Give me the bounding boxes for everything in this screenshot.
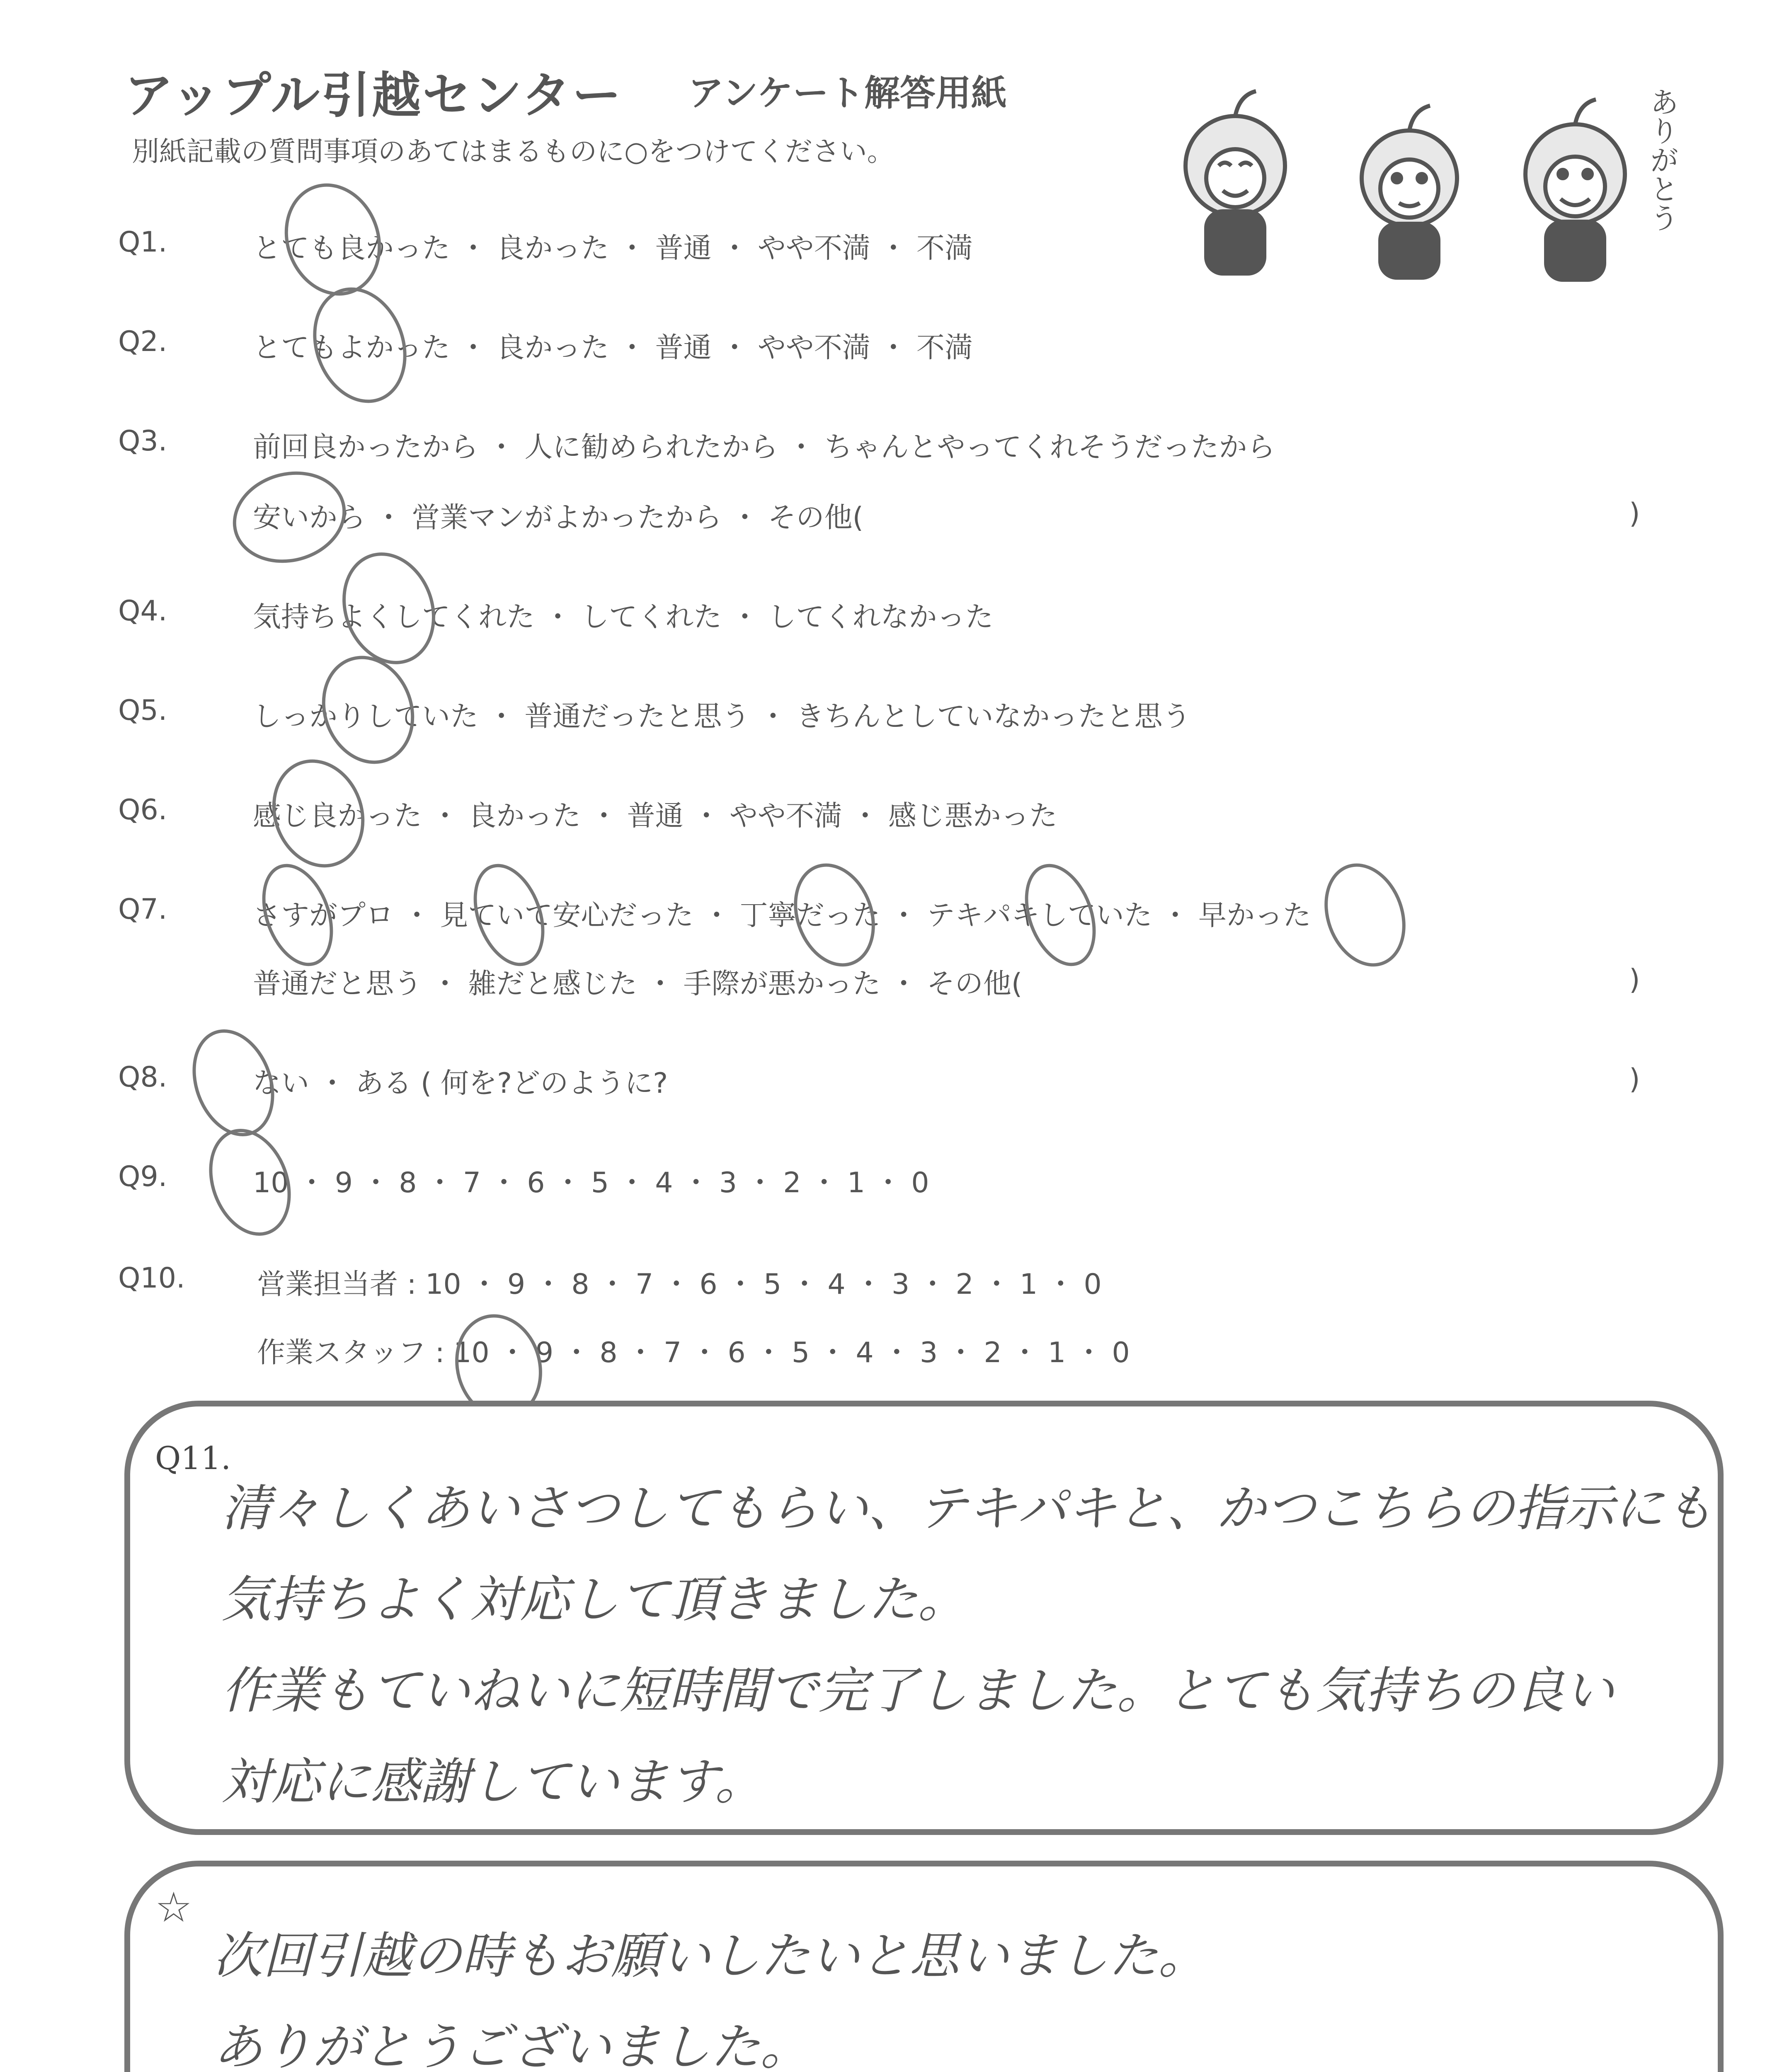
q1-options: とても良かった ・ 良かった ・ 普通 ・ やや不満 ・ 不満	[253, 232, 973, 265]
q1-number: Q1.	[118, 226, 167, 259]
answer-circle-q9	[195, 1117, 305, 1247]
q4-options: 気持ちよくしてくれた ・ してくれた ・ してくれなかった	[253, 601, 994, 634]
instruction-text: 別紙記載の質問事項のあてはまるものに○をつけてください。	[132, 136, 895, 167]
answer-circle-q5	[307, 643, 429, 777]
q3-options-line2: 安いから ・ 営業マンがよかったから ・ その他(	[253, 501, 863, 534]
q7-number: Q7.	[118, 893, 167, 926]
q8-options: ない ・ ある ( 何を?どのように?	[253, 1067, 668, 1100]
q7-close-paren: )	[1629, 963, 1640, 996]
q10-sales-scale: 営業担当者 : 10 ・ 9 ・ 8 ・ 7 ・ 6 ・ 5 ・ 4 ・ 3 ・ 2 ・ 1 ・ 0	[257, 1268, 1102, 1301]
q3-options-line1: 前回良かったから ・ 人に勧められたから ・ ちゃんとやってくれそうだったから	[253, 431, 1275, 464]
q5-number: Q5.	[118, 694, 167, 727]
answer-circle-q2	[298, 274, 422, 416]
q5-options: しっかりしていた ・ 普通だったと思う ・ きちんとしていなかったと思う	[253, 700, 1191, 733]
q3-number: Q3.	[118, 425, 167, 457]
answer-circle-q4	[327, 539, 450, 677]
q3-close-paren: )	[1629, 497, 1640, 530]
star-comment-box	[124, 1861, 1724, 2072]
answer-circle-q8	[178, 1018, 289, 1148]
mascot-laughing	[1186, 91, 1285, 274]
q8-close-paren: )	[1629, 1063, 1640, 1096]
q11-label: Q11.	[155, 1440, 231, 1477]
form-title: アンケート解答用紙	[688, 73, 1007, 114]
star-line-2: ありがとうございました。	[213, 2019, 810, 2072]
star-line-1: 次回引越の時もお願いしたいと思いました。	[213, 1927, 1208, 1985]
answer-circle-q1	[269, 170, 397, 310]
q7-options-line2: 普通だと思う ・ 雑だと感じた ・ 手際が悪かった ・ その他(	[253, 968, 1023, 1000]
mascot-blushing	[1362, 106, 1457, 278]
q4-number: Q4.	[118, 595, 167, 627]
q6-number: Q6.	[118, 794, 167, 826]
q11-line-1: 清々しくあいさつしてもらい、テキパキと、かつこちらの指示にも	[221, 1480, 1714, 1537]
company-name: アップル引越センター	[124, 67, 623, 124]
q6-options: 感じ良かった ・ 良かった ・ 普通 ・ やや不満 ・ 感じ悪かった	[253, 800, 1057, 833]
q10-number: Q10.	[118, 1262, 185, 1295]
mascot-caption: ありがとう	[1645, 87, 1679, 232]
q2-options: とてもよかった ・ 良かった ・ 普通 ・ やや不満 ・ 不満	[253, 332, 973, 364]
q11-comment-box	[124, 1401, 1724, 1835]
q9-number: Q9.	[118, 1160, 167, 1193]
q2-number: Q2.	[118, 325, 167, 358]
answer-circle-q3	[223, 459, 356, 575]
q7-options-line1: さすがプロ ・ 見ていて安心だった ・ 丁寧だった ・ テキパキしていた ・ 早かった	[253, 899, 1311, 932]
answer-circle-q7e	[1311, 852, 1419, 978]
q11-line-2: 気持ちよく対応して頂きました。	[221, 1571, 967, 1629]
q9-scale: 10 ・ 9 ・ 8 ・ 7 ・ 6 ・ 5 ・ 4 ・ 3 ・ 2 ・ 1 ・ 0	[253, 1167, 929, 1199]
q11-line-4: 対応に感謝しています。	[221, 1753, 765, 1811]
q10-staff-scale: 作業スタッフ : 10 ・ 9 ・ 8 ・ 7 ・ 6 ・ 5 ・ 4 ・ 3 ・ 2 ・ 1 ・ 0	[257, 1336, 1130, 1369]
mascot-illustration	[1152, 70, 1712, 286]
q8-number: Q8.	[118, 1061, 167, 1094]
star-icon: ☆	[155, 1883, 192, 1932]
answer-circle-q7c	[780, 852, 889, 978]
q11-line-3: 作業もていねいに短時間で完了しました。とても気持ちの良い	[221, 1662, 1614, 1720]
mascot-smiling	[1525, 99, 1625, 280]
answer-circle-q6	[257, 746, 379, 881]
